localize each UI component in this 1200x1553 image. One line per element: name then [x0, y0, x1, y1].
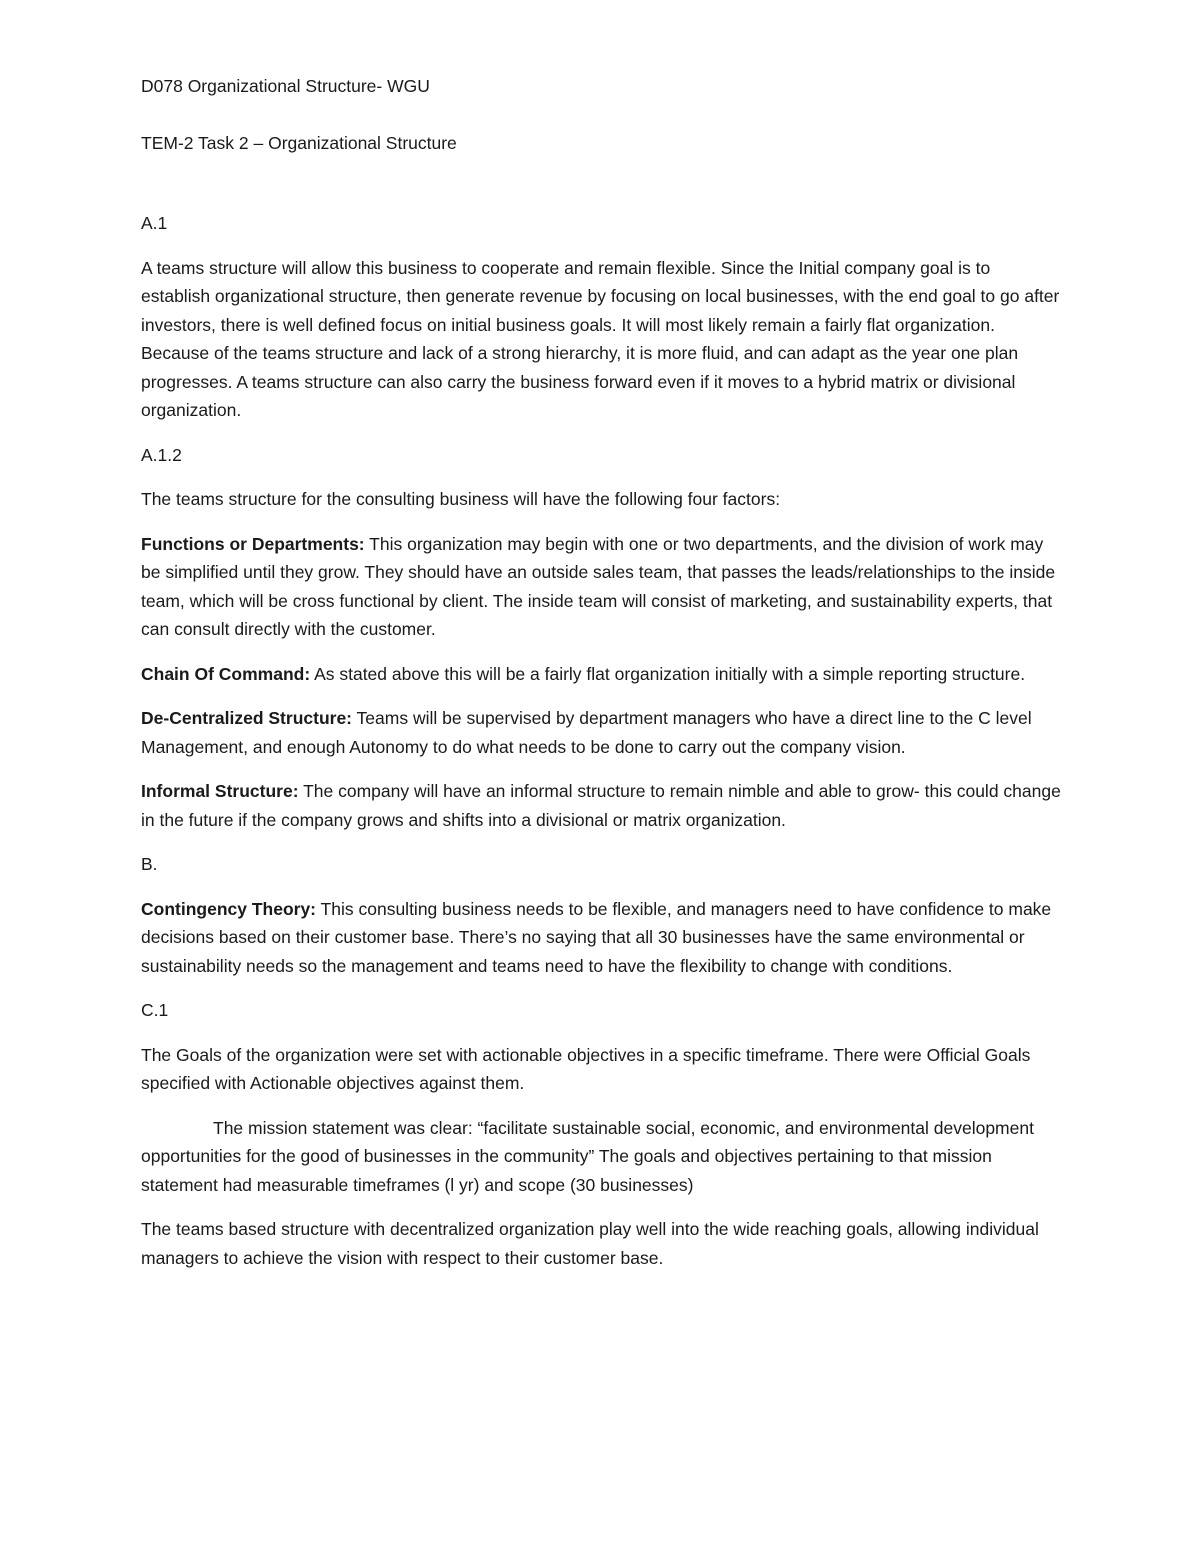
- paragraph-contingency-theory: [141, 895, 1061, 981]
- paragraph-c1-teams-based-structure: The teams based structure with decentralized organization play well into the wide reaching goals, allowing individual managers to achieve the vision with respect to their customer base.: [141, 1219, 1039, 1268]
- document-header-task: TEM-2 Task 2 – Organizational Structure: [141, 132, 457, 153]
- paragraph-functions-departments: [141, 530, 1061, 644]
- paragraph-chain-of-command: [141, 660, 1061, 689]
- text-informal-structure: The company will have an informal structure to remain nimble and able to grow- this could change in the future if the company grows and shifts into a divisional or matrix organization.: [141, 781, 1061, 830]
- text-contingency-theory: This consulting business needs to be flexible, and managers need to have confidence to make decisions based on their customer base. There’s no saying that all 30 businesses have the same environmental or sustainability needs so the management and teams need to have the flexibility to change with conditions.: [141, 898, 1052, 976]
- document-header-course: D078 Organizational Structure- WGU: [141, 76, 430, 96]
- paragraph-c1-mission-statement: The mission statement was clear: “facilitate sustainable social, economic, and environmental development opportunities for the good of businesses in the community” The goals and objectives pertaining to that mission statement had measurable timeframes (l yr) and scope (30 businesses): [141, 1117, 1034, 1195]
- paragraph-decentralized-structure: [141, 704, 1061, 761]
- label-chain-of-command: Chain Of Command:: [141, 663, 311, 684]
- paragraph-c1-goals: The Goals of the organization were set with actionable objectives in a specific timeframe. There were Official Goals specified with Actionable objectives against them.: [141, 1044, 1031, 1093]
- paragraph-a12-intro: The teams structure for the consulting business will have the following four factors:: [141, 489, 781, 509]
- label-decentralized-structure: De-Centralized Structure:: [141, 708, 353, 728]
- label-functions-departments: Functions or Departments:: [141, 533, 365, 554]
- section-heading-a1: A.1: [141, 213, 168, 233]
- text-decentralized-structure: Teams will be supervised by department managers who have a direct line to the C level Management, and enough Autonomy to do what needs to be done to carry out the company vision.: [141, 708, 1032, 757]
- label-contingency-theory: Contingency Theory:: [141, 898, 317, 919]
- label-informal-structure: Informal Structure:: [141, 781, 299, 801]
- section-heading-a12: A.1.2: [141, 444, 182, 465]
- paragraph-a1-teams-structure: A teams structure will allow this business to cooperate and remain flexible. Since the Initial company goal is to establish organizational structure, then generate revenue by focusing on local businesses, with the end goal to go after investors, there is well defined focus on initial business goals. It will most likely remain a fairly flat organization. Because of the teams structure and lack of a strong hierarchy, it is more fluid, and can adapt as the year one plan progresses. A teams structure can also carry the business forward even if it moves to a hybrid matrix or divisional organization.: [141, 257, 1060, 420]
- section-heading-b: B.: [141, 854, 158, 874]
- section-heading-c1: C.1: [141, 1000, 169, 1020]
- paragraph-informal-structure: [141, 777, 1061, 834]
- text-chain-of-command: As stated above this will be a fairly flat organization initially with a simple reporting structure.: [310, 663, 1026, 684]
- text-functions-departments: This organization may begin with one or two departments, and the division of work may be simplified until they grow. They should have an outside sales team, that passes the leads/relationships to the inside team, which will be cross functional by client. The inside team will consist of marketing, and sustainability experts, that can consult directly with the customer.: [141, 533, 1056, 639]
- document-body: [141, 72, 1061, 1288]
